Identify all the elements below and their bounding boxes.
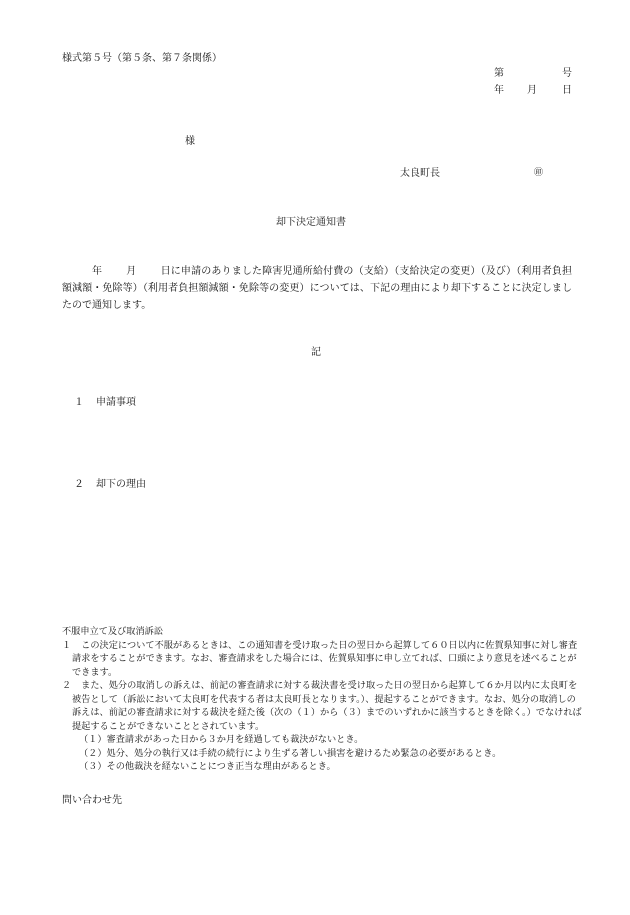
seal-mark: ㊞ — [534, 168, 544, 178]
appeal-item-1-number: １ — [62, 639, 72, 651]
appeal-item-2-number: ２ — [62, 680, 72, 691]
body-paragraph — [62, 263, 572, 314]
appeal-item-1-text: この決定について不服があるときは、この通知書を受け取った日の翌日から起算して６０日以内に佐賀県知事に対し審査請求をすることができます。なお、審査請求をした場合には、佐賀県知事に申し立てれば、口頭により意見を述べることができます。 — [72, 639, 578, 678]
section-2-label: 却下の理由 — [96, 479, 146, 490]
section-2-number: ２ — [74, 479, 84, 490]
appeal-sub-item-3: （３）その他裁決を経ないことにつき正当な理由があるとき。 — [79, 761, 336, 772]
record-heading: 記 — [311, 347, 321, 358]
number-prefix: 第 — [494, 68, 504, 79]
appeal-item-2-text: また、処分の取消しの訴えは、前記の審査請求に対する裁決書を受け取った日の翌日から起算して６か月以内に太良町を被告として（訴訟において太良町を代表する者は太良町長となります。）、提起することができます。なお、処分の取消しの訴えは、前記の審査請求に対する裁決を経た後（次の（１）から（３）までのいずれかに該当するときを除く。）でなければ提起することができないこととされています。 — [72, 680, 582, 732]
date-year: 年 — [494, 85, 504, 96]
appeal-sub-item-1: （１）審査請求があった日から３か月を経過しても裁決がないとき。 — [79, 734, 364, 745]
section-1-label: 申請事項 — [96, 397, 136, 408]
body-text: 日に申請のありました障害児通所給付費の（支給）（支給決定の変更）（及び）（利用者負担額減額・免除等）（利用者負担額減額・免除等の変更）については、下記の理由により却下することに決定しましたので通知します。 — [62, 266, 573, 311]
sender-name: 太良町長 — [400, 168, 440, 179]
body-date-month: 月 — [126, 266, 137, 277]
document-title: 却下決定通知書 — [276, 217, 346, 228]
appeal-item-2 — [62, 679, 582, 733]
form-number: 様式第５号（第５条、第７条関係） — [62, 53, 222, 64]
addressee-honorific: 様 — [185, 136, 195, 147]
date-month: 月 — [527, 85, 537, 96]
body-date-year: 年 — [92, 266, 103, 277]
appeal-notice — [62, 625, 582, 774]
appeal-sub-item-2: （２）処分、処分の執行又は手続の続行により生ずる著しい損害を避けるため緊急の必要があるとき。 — [79, 747, 502, 759]
number-suffix: 号 — [562, 68, 572, 79]
appeal-heading: 不服申立て及び取消訴訟 — [62, 626, 164, 637]
appeal-item-1 — [62, 639, 582, 680]
contact-label: 問い合わせ先 — [62, 795, 122, 806]
date-day: 日 — [562, 85, 572, 96]
section-1-number: １ — [74, 397, 84, 408]
